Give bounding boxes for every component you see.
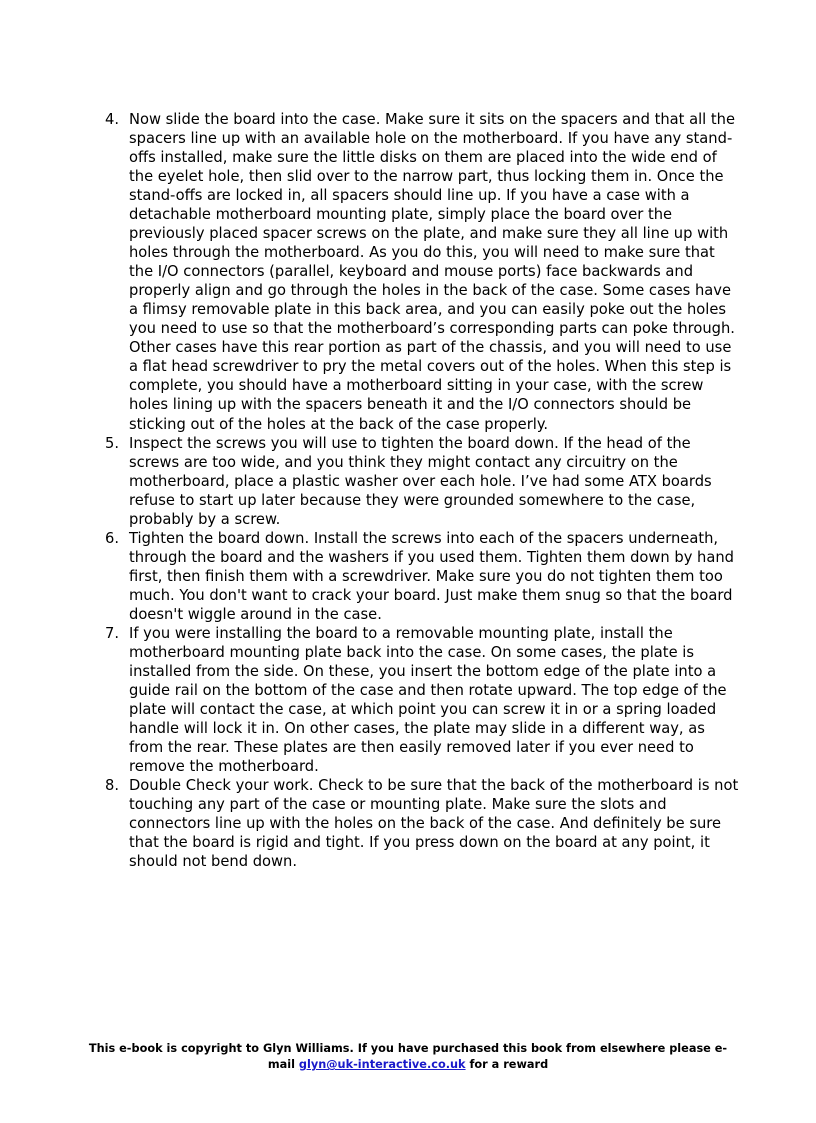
- list-item: [95, 529, 743, 624]
- instruction-list: [95, 110, 743, 871]
- list-item-text: Now slide the board into the case. Make sure it sits on the spacers and that all the spacers line up with an available hole on the motherboard. If you have any stand-offs installed, make sure the little disks on them are placed into the wide end of the eyelet hole, then slid over to the narrow part, thus locking them in. Once the stand-offs are locked in, all spacers should line up. If you have a case with a detachable motherboard mounting plate, simply place the board over the previously placed spacer screws on the plate, and make sure they all line up with holes through the motherboard. As you do this, you will need to make sure that the I/O connectors (parallel, keyboard and mouse ports) face backwards and properly align and go through the holes in the back of the case. Some cases have a flimsy removable plate in this back area, and you can easily poke out the holes you need to use so that the motherboard’s corresponding parts can poke through. Other cases have this rear portion as part of the chassis, and you will need to use a flat head screwdriver to pry the metal covers out of the holes. When this step is complete, you should have a motherboard sitting in your case, with the screw holes lining up with the spacers beneath it and the I/O connectors should be sticking out of the holes at the back of the case properly.: [129, 111, 736, 433]
- list-item: [95, 434, 743, 529]
- list-item-number: 5.: [104, 434, 119, 452]
- list-item-number: 6.: [104, 529, 119, 547]
- list-item: [95, 624, 743, 776]
- list-item-text: Double Check your work. Check to be sure that the back of the motherboard is not touching any part of the case or mounting plate. Make sure the slots and connectors line up with the holes on the back of the case. And definitely be sure that the board is rigid and tight. If you press down on the board at any point, it should not bend down.: [129, 777, 739, 871]
- footer-text-before-link: This e-book is copyright to Glyn Williams. If you have purchased this book from elsewhere please e-mail: [88, 1042, 728, 1072]
- instruction-list-container: [95, 110, 743, 871]
- list-item-number: 4.: [104, 111, 119, 128]
- footer-text-after-link: for a reward: [465, 1058, 549, 1072]
- list-item-number: 7.: [104, 624, 119, 642]
- page-footer: [80, 1041, 736, 1073]
- list-item-text: If you were installing the board to a removable mounting plate, install the motherboard mounting plate back into the case. On some cases, the plate is installed from the side. On these, you insert the bottom edge of the plate into a guide rail on the bottom of the case and then rotate upward. The top edge of the plate will contact the case, at which point you can screw it in or a spring loaded handle will lock it in. On other cases, the plate may slide in a different way, as from the rear. These plates are then easily removed later if you ever need to remove the motherboard.: [129, 624, 727, 776]
- list-item-text: Inspect the screws you will use to tighten the board down. If the head of the screws are too wide, and you think they might contact any circuitry on the motherboard, place a plastic washer over each hole. I’ve had some ATX boards refuse to start up later because they were grounded somewhere to the case, probably by a screw.: [129, 434, 712, 528]
- list-item-number: 8.: [104, 777, 119, 795]
- list-item: [95, 110, 743, 434]
- footer-email-link[interactable]: glyn@uk-interactive.co.uk: [298, 1058, 466, 1072]
- list-item-text: Tighten the board down. Install the screws into each of the spacers underneath, through the board and the washers if you used them. Tighten them down by hand first, then finish them with a screwdriver. Make sure you do not tighten them too much. You don't want to crack your board. Just make them snug so that the board doesn't wiggle around in the case.: [129, 529, 734, 623]
- list-item: [95, 776, 743, 871]
